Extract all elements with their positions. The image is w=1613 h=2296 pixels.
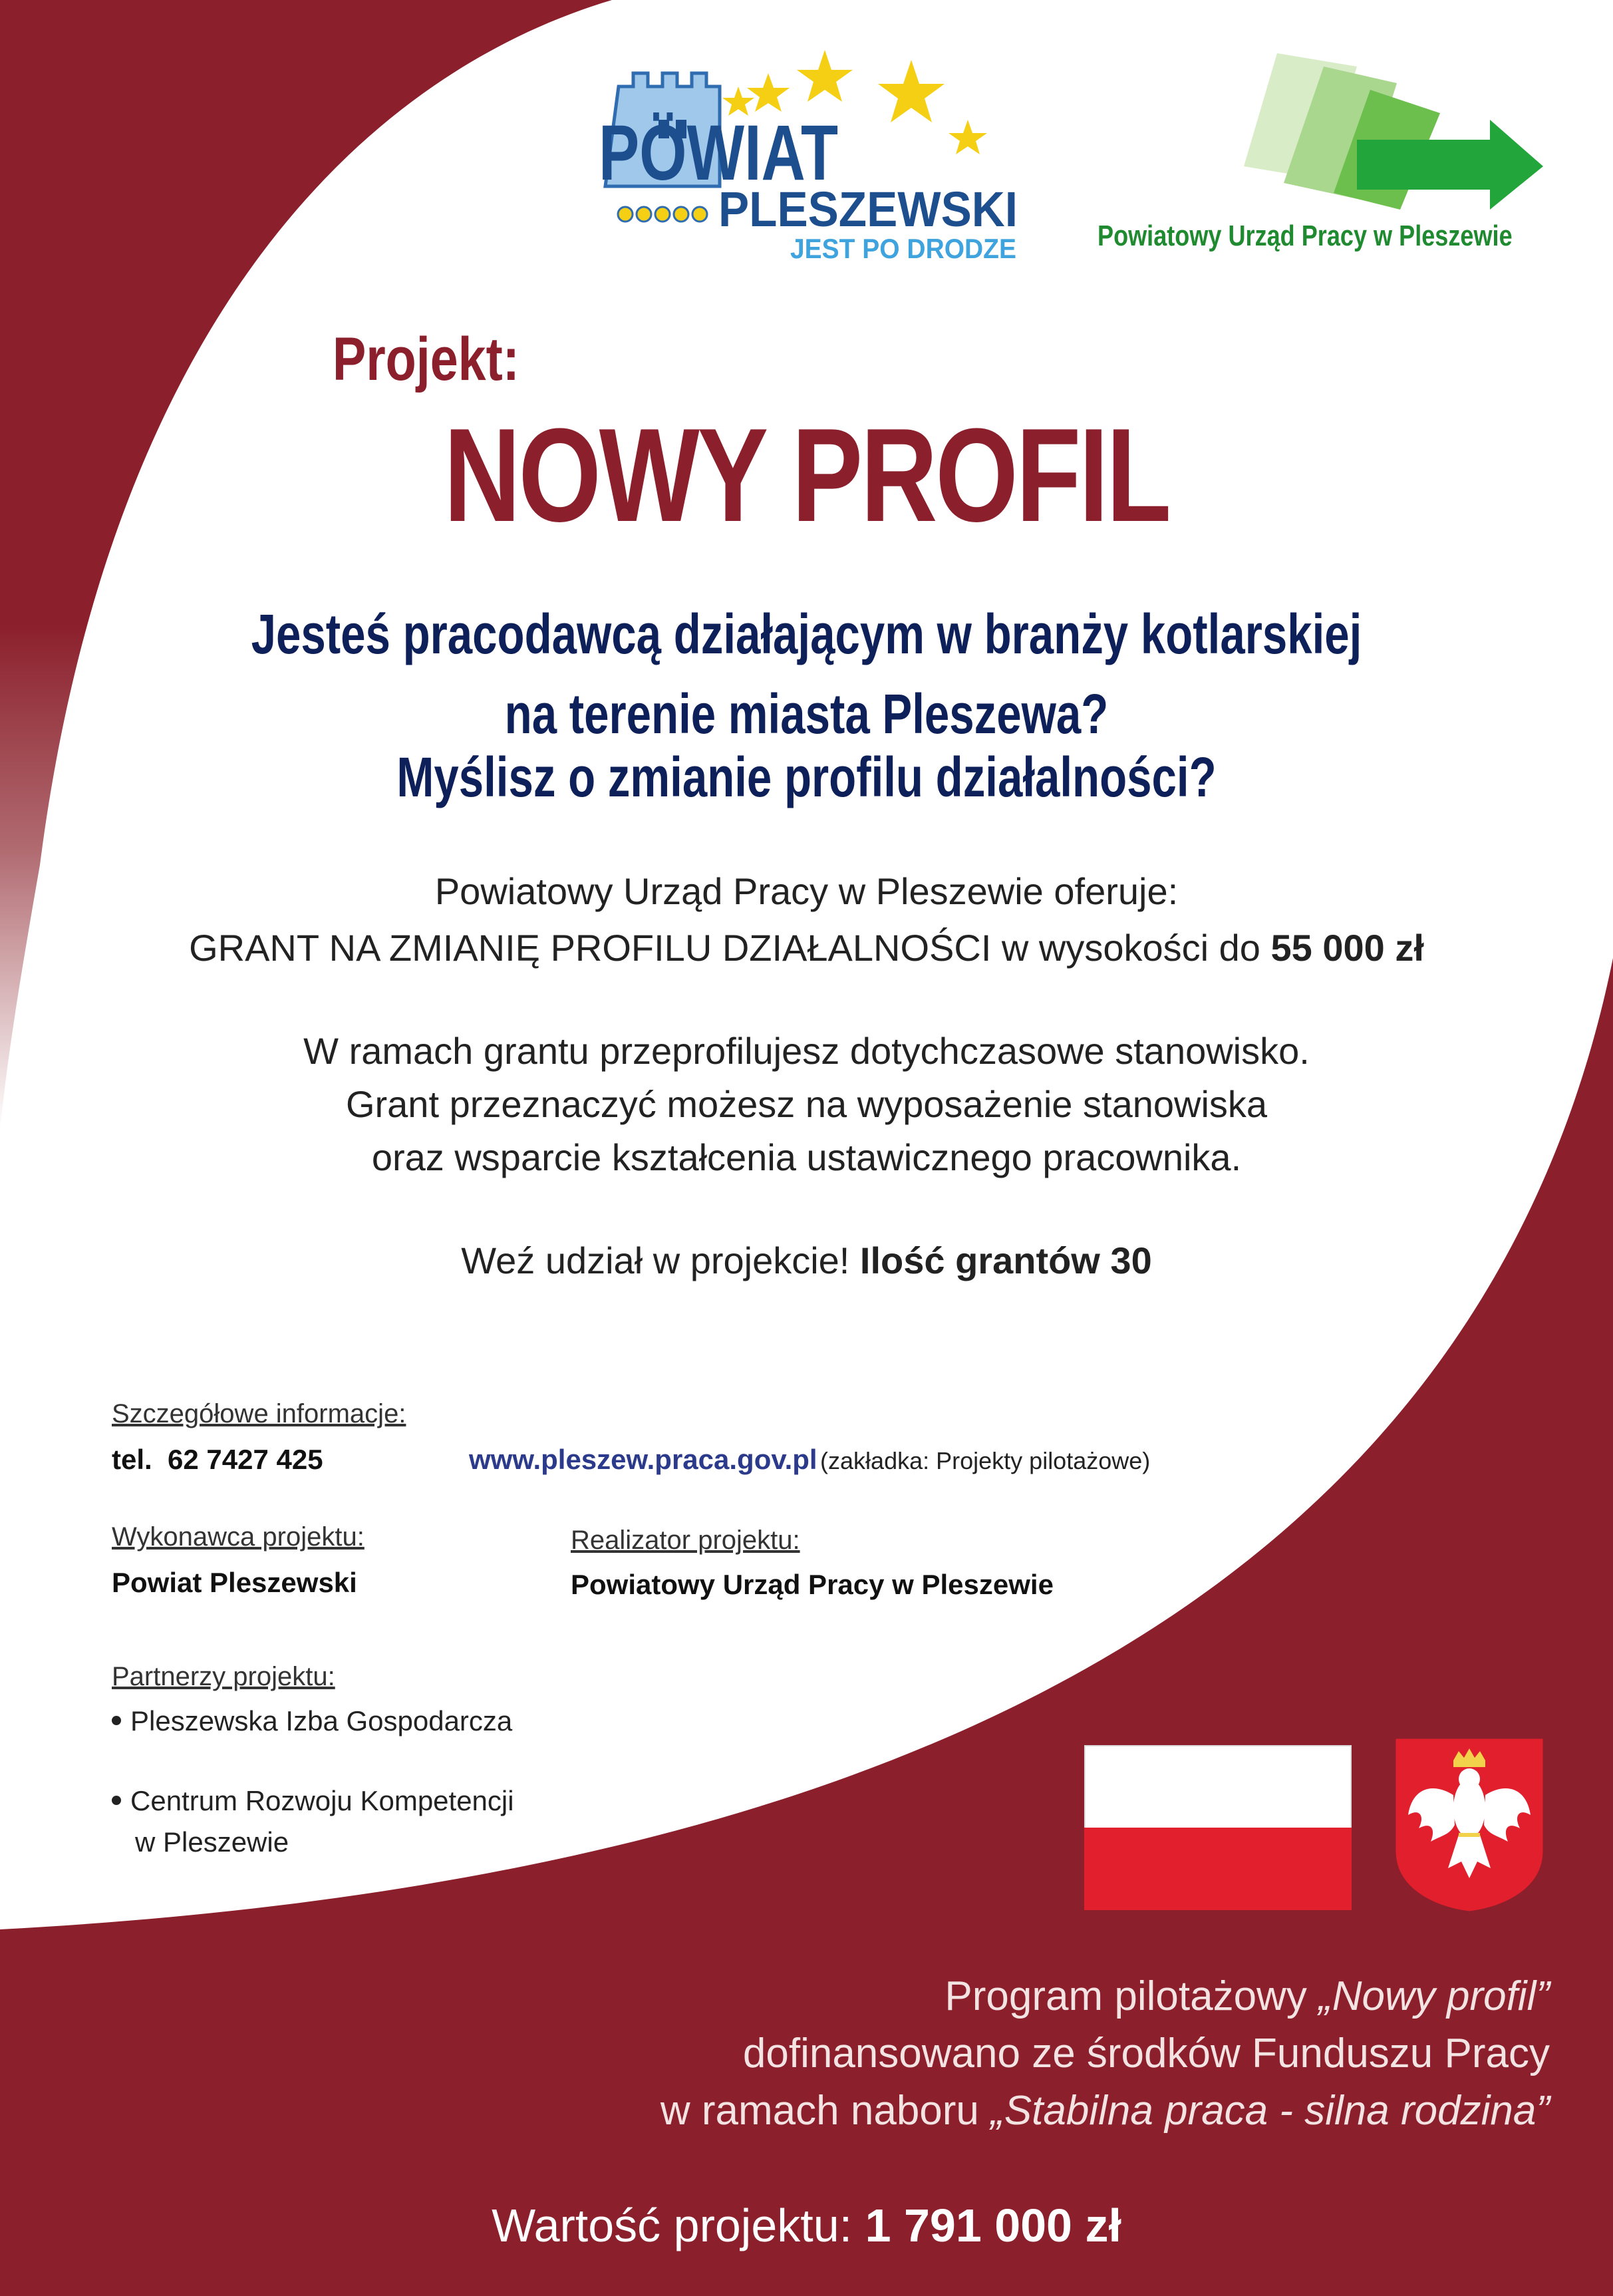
project-value-label: Wartość projektu: bbox=[492, 2200, 865, 2251]
website-line bbox=[469, 1444, 1150, 1476]
powiat-logo-line3: JEST PO DRODZE bbox=[790, 233, 1016, 264]
footer-line-3 bbox=[660, 2082, 1550, 2140]
description-line-2: Grant przeznaczyć możesz na wyposażenie stanowiska bbox=[345, 1083, 1268, 1125]
footer-line-2: dofinansowano ze środków Funduszu Pracy bbox=[742, 2031, 1550, 2076]
footer-program-name: „Nowy profil” bbox=[1318, 1973, 1550, 2019]
partners-label: Partnerzy projektu: bbox=[112, 1662, 335, 1691]
project-title: NOWY PROFIL bbox=[444, 401, 1169, 550]
pup-caption: Powiatowy Urząd Pracy w Pleszewie bbox=[1098, 220, 1513, 252]
polish-coat-of-arms-icon bbox=[1392, 1735, 1546, 1915]
offer-line-1: Powiatowy Urząd Pracy w Pleszewie oferuje: bbox=[434, 870, 1179, 912]
description-line-3: oraz wsparcie kształcenia ustawicznego pracownika. bbox=[371, 1136, 1242, 1178]
arrow-icon bbox=[1244, 53, 1543, 210]
powiat-pleszewski-logo bbox=[599, 47, 1051, 266]
offer-text: GRANT NA ZMIANIĘ PROFILU DZIAŁALNOŚCI w wysokości do bbox=[189, 927, 1271, 969]
bullet-icon bbox=[112, 1796, 121, 1805]
bullet-icon bbox=[112, 1716, 121, 1725]
footer-call-text: w ramach naboru bbox=[660, 2088, 991, 2134]
question-line-1: Jesteś pracodawcą działającym w branży kotlarskiej bbox=[251, 603, 1362, 665]
pup-logo bbox=[1237, 40, 1550, 213]
footer-program-text: Program pilotażowy bbox=[945, 1973, 1319, 2019]
implementer-label: Realizator projektu: bbox=[571, 1526, 800, 1555]
polish-flag bbox=[1084, 1745, 1352, 1910]
info-label: Szczegółowe informacje: bbox=[112, 1399, 406, 1428]
powiat-logo-line2: PLESZEWSKI bbox=[718, 182, 1018, 237]
footer-call-name: „Stabilna praca - silna rodzina” bbox=[990, 2088, 1550, 2134]
website-note: (zakładka: Projekty pilotażowe) bbox=[820, 1447, 1151, 1474]
grant-count: Ilość grantów 30 bbox=[859, 1239, 1152, 1281]
contractor-value: Powiat Pleszewski bbox=[112, 1567, 357, 1598]
partner-item-continued: w Pleszewie bbox=[135, 1826, 289, 1858]
question-line-2: na terenie miasta Pleszewa? bbox=[504, 683, 1109, 745]
project-value-line bbox=[0, 2199, 1613, 2252]
contractor-label: Wykonawca projektu: bbox=[112, 1522, 365, 1552]
partner-item: Pleszewska Izba Gospodarcza bbox=[112, 1705, 512, 1737]
cta-text: Weź udział w projekcie! bbox=[461, 1239, 860, 1281]
footer-line-1 bbox=[945, 1968, 1550, 2025]
partner-item: Centrum Rozwoju Kompetencji bbox=[112, 1785, 514, 1817]
offer-line-2 bbox=[0, 921, 1613, 975]
project-value-amount: 1 791 000 zł bbox=[865, 2200, 1121, 2251]
question-line-3: Myślisz o zmianie profilu działalności? bbox=[396, 746, 1217, 808]
powiat-logo-line1: PÖWIAT bbox=[599, 109, 838, 197]
description-line-1: W ramach grantu przeprofilujesz dotychczasowe stanowisko. bbox=[303, 1030, 1310, 1072]
project-label: Projekt: bbox=[333, 325, 519, 393]
phone-number[interactable]: tel. 62 7427 425 bbox=[112, 1444, 323, 1475]
wheels-icon bbox=[618, 207, 707, 222]
website-link[interactable]: www.pleszew.praca.gov.pl bbox=[469, 1444, 817, 1475]
cta-line bbox=[0, 1234, 1613, 1287]
offer-amount: 55 000 zł bbox=[1270, 927, 1424, 969]
implementer-value: Powiatowy Urząd Pracy w Pleszewie bbox=[571, 1569, 1054, 1600]
